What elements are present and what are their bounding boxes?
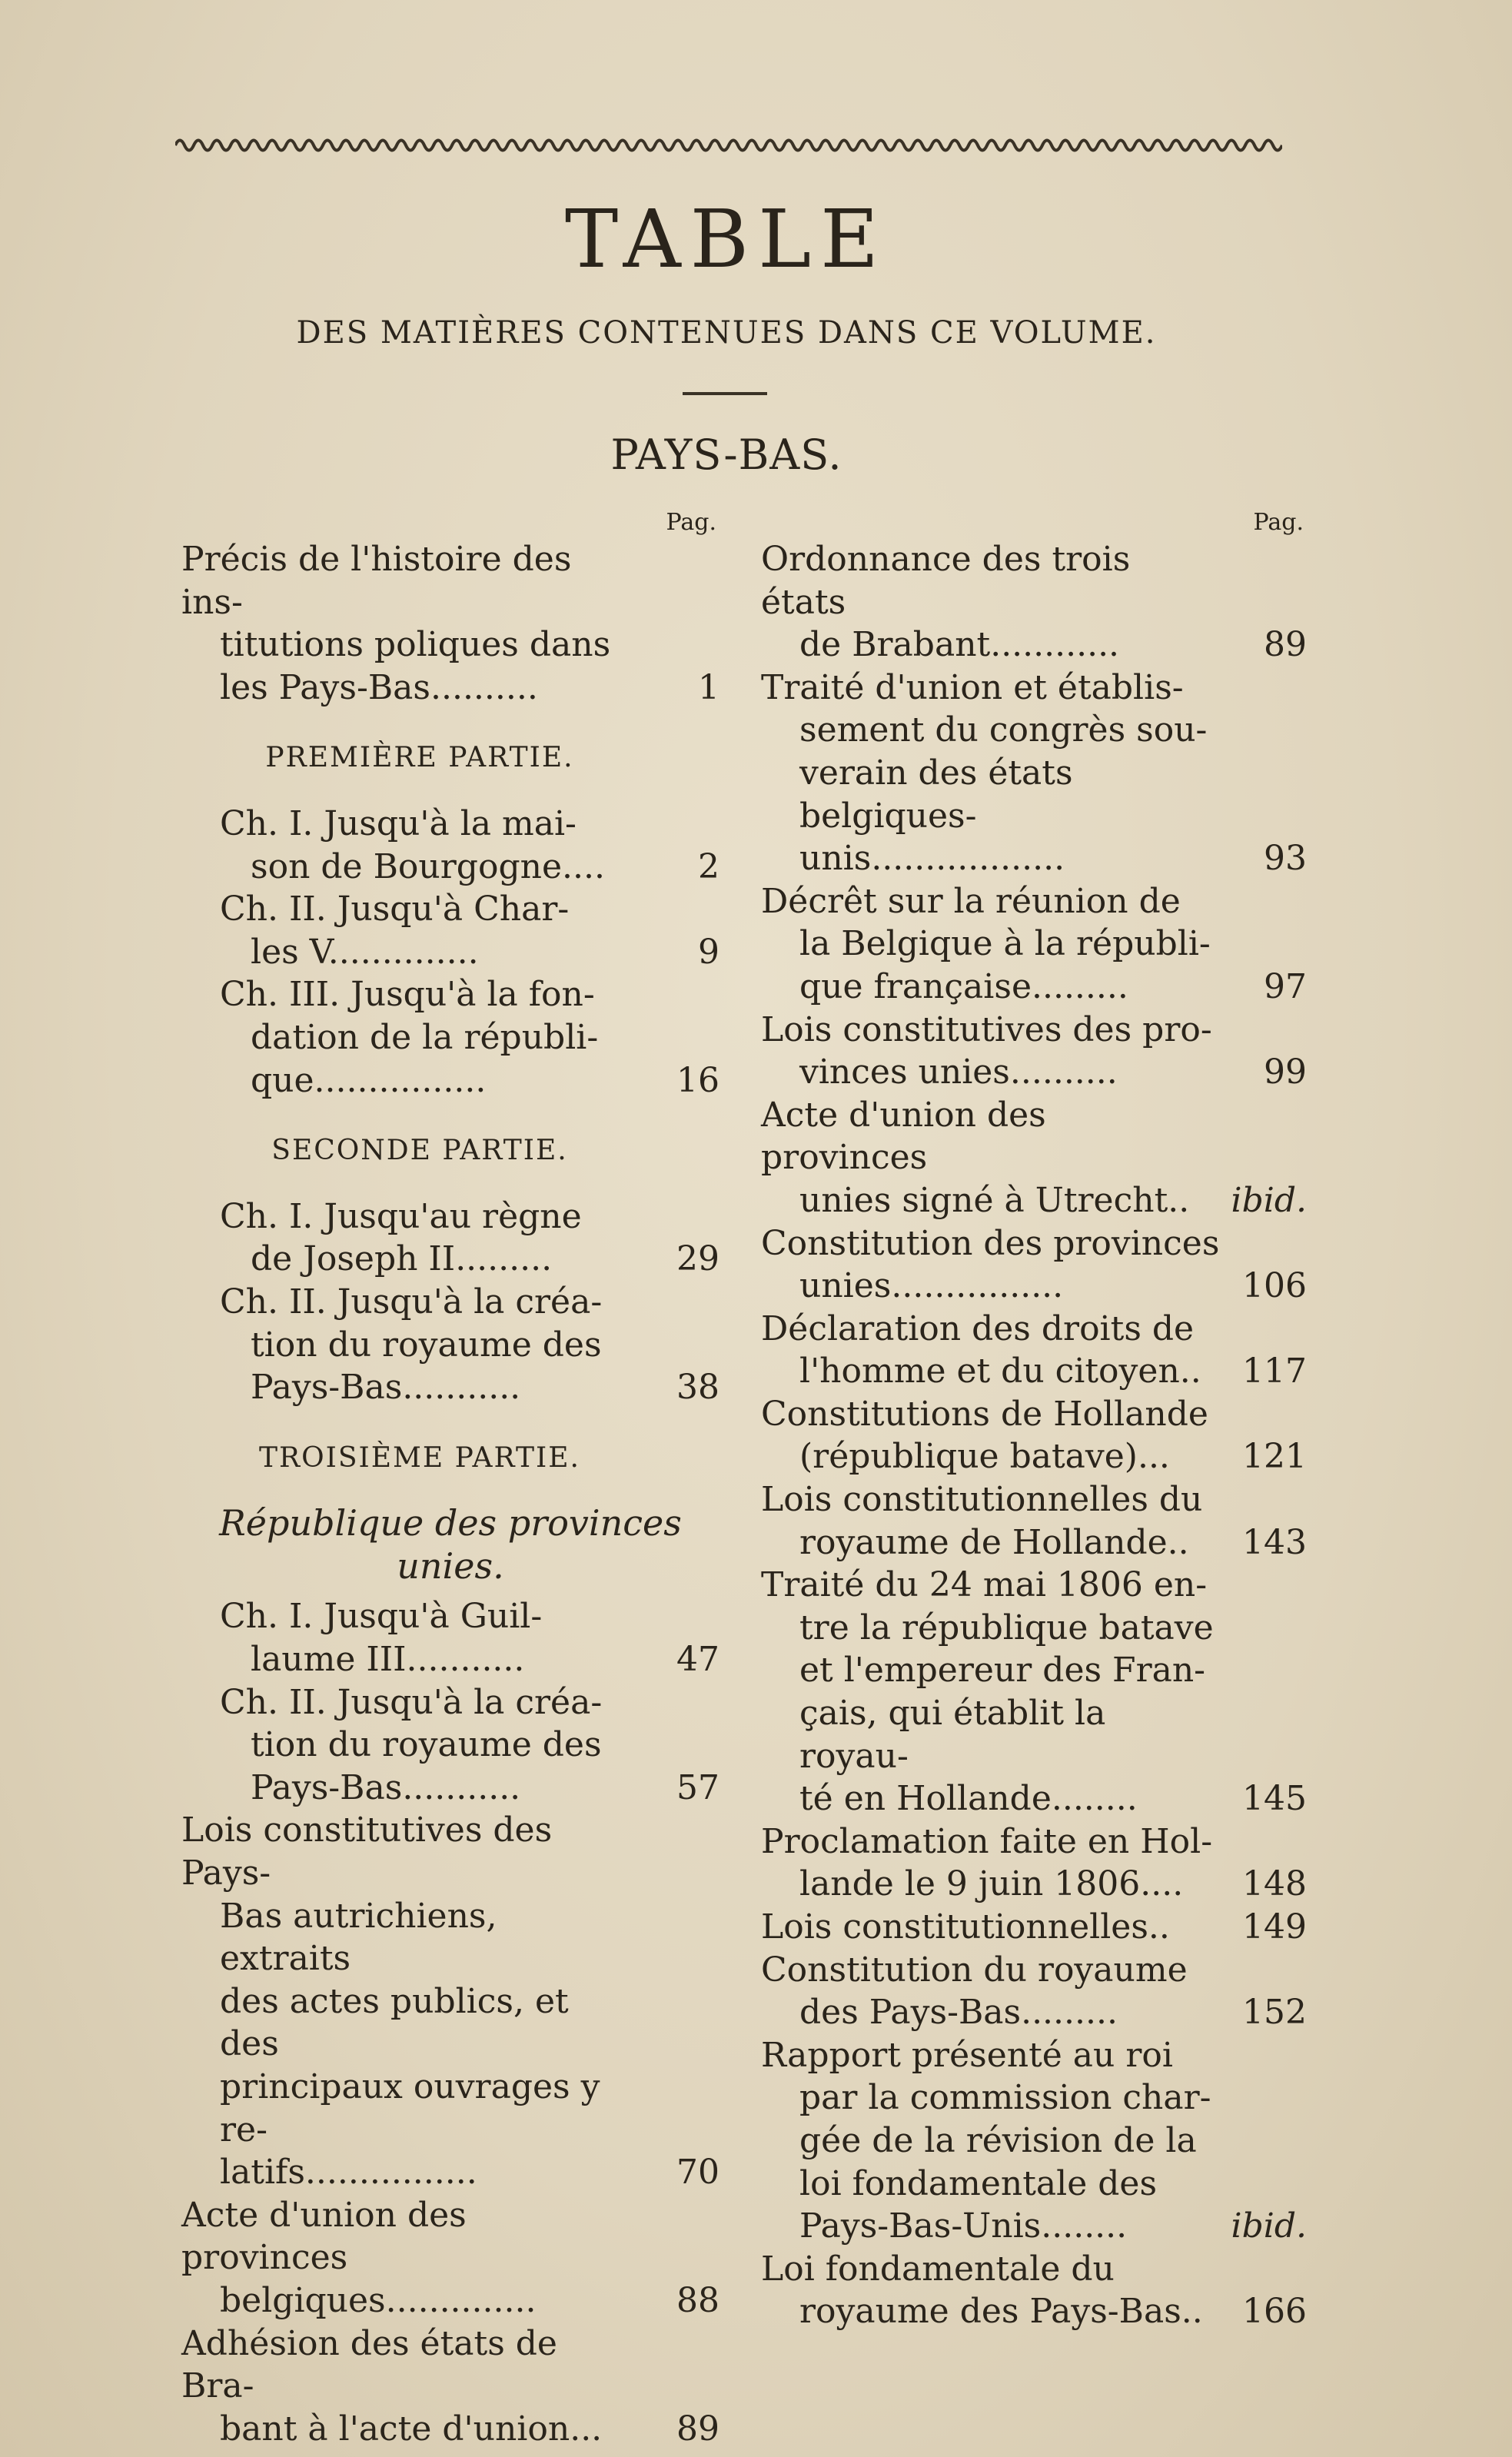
toc-entry bbox=[181, 803, 719, 888]
part-subheading: République des provinces unies. bbox=[219, 1502, 682, 1587]
entry-page-number: 2 bbox=[698, 846, 719, 886]
entry-line: Pays-Bas-Unis........ bbox=[799, 2206, 1128, 2246]
entry-line: royaume des Pays-Bas.. bbox=[799, 2292, 1203, 2332]
entry-page-number: 145 bbox=[1242, 1779, 1307, 1819]
entry-page-number: ibid. bbox=[1231, 1180, 1307, 1220]
page-subtitle: DES MATIÈRES CONTENUES DANS CE VOLUME. bbox=[296, 315, 1157, 351]
entry-page-number: 148 bbox=[1242, 1864, 1307, 1904]
entry-page-number: 143 bbox=[1242, 1522, 1307, 1562]
entry-line: lande le 9 juin 1806.... bbox=[799, 1864, 1184, 1904]
entry-line: les Pays-Bas.......... bbox=[220, 667, 538, 707]
entry-page-number: 16 bbox=[676, 1060, 719, 1100]
toc-entry bbox=[761, 2034, 1307, 2248]
toc-entry bbox=[181, 2194, 719, 2322]
toc-entry bbox=[761, 1478, 1307, 1564]
entry-page-number: 97 bbox=[1264, 966, 1307, 1006]
entry-line: Pays-Bas........... bbox=[251, 1767, 521, 1807]
entry-line: Lois constitutionnelles.. bbox=[761, 1907, 1170, 1947]
part-heading: SECONDE PARTIE. bbox=[271, 1135, 568, 1167]
entry-line: Lois constitutives des Pays- bbox=[181, 1810, 553, 1893]
entry-page-number: 89 bbox=[1264, 625, 1307, 665]
entry-line: sement du congrès sou- bbox=[799, 710, 1208, 750]
entry-line: principaux ouvrages y re- bbox=[220, 2067, 600, 2149]
entry-line: que française......... bbox=[799, 966, 1128, 1006]
entry-page-number: 99 bbox=[1264, 1052, 1307, 1092]
page-column-label: Pag. bbox=[666, 509, 716, 536]
entry-page-number: 29 bbox=[676, 1239, 719, 1279]
entry-line: Lois constitutionnelles du bbox=[761, 1480, 1203, 1520]
entry-line: des actes publics, et des bbox=[220, 1981, 569, 2064]
entry-line: unies signé à Utrecht.. bbox=[799, 1180, 1190, 1220]
entry-line: par la commission char- bbox=[799, 2078, 1211, 2118]
entry-line: laume III........... bbox=[251, 1640, 525, 1680]
toc-entry bbox=[761, 1820, 1307, 1906]
toc-entry bbox=[761, 538, 1307, 667]
toc-entry bbox=[761, 1393, 1307, 1478]
entry-line: dation de la républi- bbox=[251, 1017, 599, 1057]
toc-entry bbox=[761, 2248, 1307, 2333]
entry-page-number: 106 bbox=[1242, 1266, 1307, 1306]
entry-line: Adhésion des états de Bra- bbox=[181, 2323, 557, 2406]
entry-line: Acte d'union des provinces bbox=[761, 1095, 1046, 1178]
entry-line: belgiques.............. bbox=[220, 2280, 537, 2320]
toc-entry bbox=[761, 880, 1307, 1009]
entry-line: titutions poliques dans bbox=[220, 625, 611, 665]
entry-line: Constitution des provinces bbox=[761, 1223, 1220, 1263]
toc-entry bbox=[181, 973, 719, 1102]
entry-line: té en Hollande........ bbox=[799, 1779, 1138, 1819]
entry-line: tion du royaume des bbox=[251, 1325, 602, 1365]
entry-line: Précis de l'histoire des ins- bbox=[181, 540, 572, 622]
entry-line: Traité d'union et établis- bbox=[761, 667, 1184, 707]
entry-line: Décrêt sur la réunion de bbox=[761, 881, 1181, 921]
entry-line: les V.............. bbox=[251, 932, 479, 972]
entry-line: Déclaration des droits de bbox=[761, 1308, 1195, 1348]
toc-entry bbox=[181, 1595, 719, 1681]
entry-line: royaume de Hollande.. bbox=[799, 1522, 1189, 1562]
entry-line: Acte d'union des provinces bbox=[181, 2195, 467, 2278]
entry-line: Ch. II. Jusqu'à la créa- bbox=[220, 1682, 603, 1722]
entry-line: et l'empereur des Fran- bbox=[799, 1651, 1206, 1691]
entry-line: (république batave)... bbox=[799, 1437, 1170, 1477]
entry-line: Rapport présenté au roi bbox=[761, 2035, 1173, 2075]
entry-page-number: 166 bbox=[1242, 2292, 1307, 2332]
entry-line: Ordonnance des trois états bbox=[761, 540, 1131, 622]
entry-page-number: 57 bbox=[676, 1767, 719, 1807]
entry-line: bant à l'acte d'union... bbox=[220, 2409, 603, 2449]
toc-entry bbox=[181, 1681, 719, 1810]
entry-line: la Belgique à la républi- bbox=[799, 924, 1211, 964]
entry-line: tion du royaume des bbox=[251, 1725, 602, 1765]
toc-entry bbox=[761, 1564, 1307, 1820]
entry-line: Proclamation faite en Hol- bbox=[761, 1821, 1213, 1861]
entry-line: loi fondamentale des bbox=[799, 2163, 1158, 2203]
entry-line: vinces unies.......... bbox=[799, 1052, 1118, 1092]
entry-line: Ch. III. Jusqu'à la fon- bbox=[220, 975, 595, 1015]
entry-line: tre la république batave bbox=[799, 1608, 1214, 1647]
entry-line: de Brabant............ bbox=[799, 625, 1120, 665]
toc-entry bbox=[761, 1222, 1307, 1308]
entry-line: Loi fondamentale du bbox=[761, 2249, 1115, 2289]
entry-line: son de Bourgogne.... bbox=[251, 846, 605, 886]
toc-entry bbox=[181, 1809, 719, 2193]
entry-page-number: 93 bbox=[1264, 839, 1307, 879]
toc-entry bbox=[761, 1009, 1307, 1094]
part-heading: PREMIÈRE PARTIE. bbox=[265, 742, 574, 774]
right-column bbox=[761, 507, 1307, 2333]
entry-line: Ch. II. Jusqu'à Char- bbox=[220, 889, 570, 929]
toc-entry bbox=[761, 1906, 1307, 1949]
entry-line: des Pays-Bas......... bbox=[799, 1993, 1118, 2033]
entry-page-number: 47 bbox=[676, 1640, 719, 1680]
entry-line: Traité du 24 mai 1806 en- bbox=[761, 1565, 1208, 1605]
entry-line: latifs................ bbox=[220, 2153, 477, 2193]
entry-page-number: 89 bbox=[676, 2409, 719, 2449]
entry-line: que................ bbox=[251, 1060, 487, 1100]
entry-page-number: 88 bbox=[676, 2280, 719, 2320]
title-divider bbox=[683, 392, 767, 395]
entry-page-number: 1 bbox=[698, 667, 719, 707]
toc-entry bbox=[181, 1195, 719, 1281]
entry-line: gée de la révision de la bbox=[799, 2120, 1197, 2160]
toc-entry bbox=[761, 1949, 1307, 2034]
toc-entry-intro bbox=[181, 538, 719, 709]
entry-line: Pays-Bas........... bbox=[251, 1368, 521, 1408]
entry-page-number: 152 bbox=[1242, 1993, 1307, 2033]
entry-line: de Joseph II......... bbox=[251, 1239, 553, 1279]
entry-line: unies................ bbox=[799, 1266, 1064, 1306]
entry-line: Ch. I. Jusqu'à Guil- bbox=[220, 1597, 543, 1637]
entry-page-number: ibid. bbox=[1231, 2206, 1307, 2246]
part-heading: TROISIÈME PARTIE. bbox=[259, 1441, 580, 1474]
entry-line: Ch. II. Jusqu'à la créa- bbox=[220, 1282, 603, 1322]
section-title: PAYS-BAS. bbox=[610, 431, 842, 479]
entry-page-number: 38 bbox=[676, 1368, 719, 1408]
entry-line: verain des états belgiques- bbox=[799, 753, 1073, 836]
entry-line: l'homme et du citoyen.. bbox=[799, 1352, 1201, 1391]
entry-line: Constitutions de Hollande bbox=[761, 1394, 1208, 1434]
page-title: TABLE bbox=[564, 192, 889, 286]
entry-page-number: 70 bbox=[676, 2153, 719, 2193]
entry-line: Ch. I. Jusqu'au règne bbox=[220, 1196, 582, 1236]
entry-line: Bas autrichiens, extraits bbox=[220, 1896, 497, 1979]
entry-line: Constitution du royaume bbox=[761, 1950, 1188, 1990]
entry-page-number: 117 bbox=[1242, 1352, 1307, 1391]
entry-page-number: 121 bbox=[1242, 1437, 1307, 1477]
left-column bbox=[181, 507, 719, 2450]
toc-entry bbox=[761, 1094, 1307, 1222]
toc-entry bbox=[181, 888, 719, 973]
toc-entry bbox=[761, 1308, 1307, 1393]
entry-line: çais, qui établit la royau- bbox=[799, 1694, 1106, 1776]
entry-line: Ch. I. Jusqu'à la mai- bbox=[220, 803, 577, 843]
toc-entry bbox=[181, 2322, 719, 2451]
entry-page-number: 9 bbox=[698, 932, 719, 972]
toc-entry bbox=[761, 667, 1307, 880]
page-column-label: Pag. bbox=[1253, 509, 1304, 536]
entry-page-number: 149 bbox=[1242, 1907, 1307, 1947]
entry-line: Lois constitutives des pro- bbox=[761, 1009, 1212, 1049]
entry-line: unis.................. bbox=[799, 839, 1065, 879]
toc-entry bbox=[181, 1281, 719, 1409]
decorative-ornament-rule bbox=[175, 132, 1282, 158]
